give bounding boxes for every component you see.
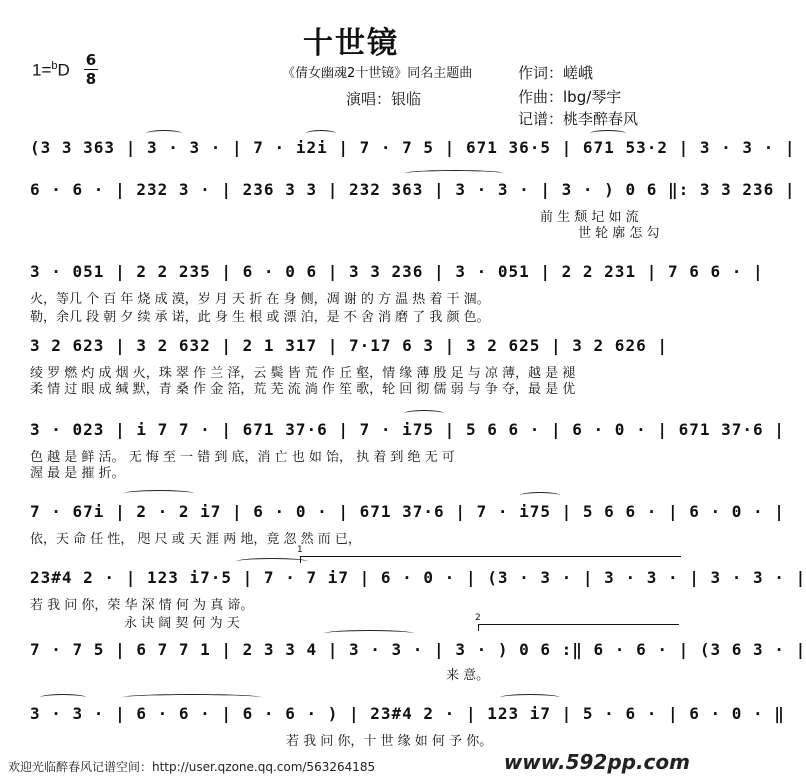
transcriber-credit: 记谱：桃李醉春风 bbox=[518, 110, 639, 128]
song-title: 十世镜 bbox=[303, 26, 399, 61]
score-line-2: 6 · 6 · | 232 3 · | 236 3 3 | 232 363 | 3 · 3 · | 3 · ) 0 6 ‖: 3 3 236 | bbox=[30, 180, 796, 199]
singer-credit: 演唱：银临 bbox=[346, 90, 422, 108]
score-line-9: 3 · 3 · | 6 · 6 · | 6 · 6 · ) | 23#4 2 · | 123 i7 | 5 · 6 · | 6 · 0 · ‖ bbox=[30, 704, 785, 723]
lyrics-line-8a: 来 意。 bbox=[446, 668, 490, 683]
lyrics-line-5b: 渥 最 是 摧 折。 bbox=[30, 466, 125, 481]
lyrics-line-9a: 若 我 问 你，十 世 缘 如 何 予 你。 bbox=[286, 734, 493, 749]
lyrics-line-5a: 色 越 是 鲜 活。 无 悔 至 一 错 到 底，消 亡 也 如 饴， 执 着 到 绝 无 可 bbox=[30, 450, 455, 465]
volta-bracket-1: 1 bbox=[300, 556, 681, 563]
lyrics-line-6a: 依，天 命 任 性， 咫 尺 或 天 涯 两 地，竟 忽 然 而 已， bbox=[30, 532, 361, 547]
score-line-8: 7 · 7 5 | 6 7 7 1 | 2 3 3 4 | 3 · 3 · | 3 · ) 0 6 :‖ 6 · 6 · | (3 6 3 · | bbox=[30, 640, 806, 659]
footer-credit: 欢迎光临醉春风记谱空间：http://user.qzone.qq.com/563264185 bbox=[8, 760, 376, 774]
time-signature: 6 8 bbox=[85, 51, 97, 88]
volta-bracket-2: 2 bbox=[478, 624, 679, 631]
lyrics-line-2a: 前 生 颓 圮 如 流 bbox=[540, 210, 639, 225]
lyrics-line-7b: 永 诀 阔 契 何 为 天 bbox=[124, 616, 240, 631]
lyrics-line-3a: 火，等几 个 百 年 烧 成 漠，岁 月 天 折 在 身 侧，凋 谢 的 方 温 热 着 干 涸。 bbox=[30, 292, 490, 307]
composer-credit: 作曲：lbg/琴宇 bbox=[518, 88, 622, 106]
key-signature: 1=$^b$D bbox=[32, 60, 70, 80]
lyricist-credit: 作词：嵯峨 bbox=[518, 64, 594, 82]
score-line-7: 23#4 2 · | 123 i7·5 | 7 · 7 i7 | 6 · 0 · | (3 · 3 · | 3 · 3 · | 3 · 3 · | bbox=[30, 568, 806, 587]
lyrics-line-2b: 世 轮 廓 怎 勾 bbox=[578, 226, 660, 241]
site-logo: www.592pp.com bbox=[503, 750, 690, 774]
subtitle: 《倩女幽魂2十世镜》同名主题曲 bbox=[282, 66, 473, 81]
score-line-6: 7 · 67i | 2 · 2 i7 | 6 · 0 · | 671 37·6 | 7 · i75 | 5 6 6 · | 6 · 0 · | bbox=[30, 502, 785, 521]
lyrics-line-4b: 柔 情 过 眼 成 缄 默，青 桑 作 金 箔，荒 芜 流 淌 作 笙 歌，轮 回 彻 儒 弱 与 争 夺，最 是 优 bbox=[30, 382, 576, 397]
lyrics-line-7a: 若 我 问 你，荣 华 深 情 何 为 真 谛。 bbox=[30, 598, 254, 613]
score-line-3: 3 · 051 | 2 2 235 | 6 · 0 6 | 3 3 236 | 3 · 051 | 2 2 231 | 7 6 6 · | bbox=[30, 262, 764, 281]
score-line-5: 3 · 023 | i 7 7 · | 671 37·6 | 7 · i75 | 5 6 6 · | 6 · 0 · | 671 37·6 | bbox=[30, 420, 785, 439]
score-line-4: 3 2 623 | 3 2 632 | 2 1 317 | 7·17 6 3 | 3 2 625 | 3 2 626 | bbox=[30, 336, 668, 355]
lyrics-line-3b: 勒，余几 段 朝 夕 续 承 诺，此 身 生 根 或 漂 泊，是 不 舍 消 磨 了 我 颜 色。 bbox=[30, 310, 490, 325]
score-line-1: (3 3 363 | 3 · 3 · | 7 · i2i | 7 · 7 5 | 671 36·5 | 671 53·2 | 3 · 3 · | bbox=[30, 138, 796, 157]
lyrics-line-4a: 绫 罗 燃 灼 成 烟 火，珠 翠 作 兰 泽，云 鬓 皆 荒 作 丘 壑，情 缘 薄 殷 足 与 凉 薄，越 是 褪 bbox=[30, 366, 576, 381]
